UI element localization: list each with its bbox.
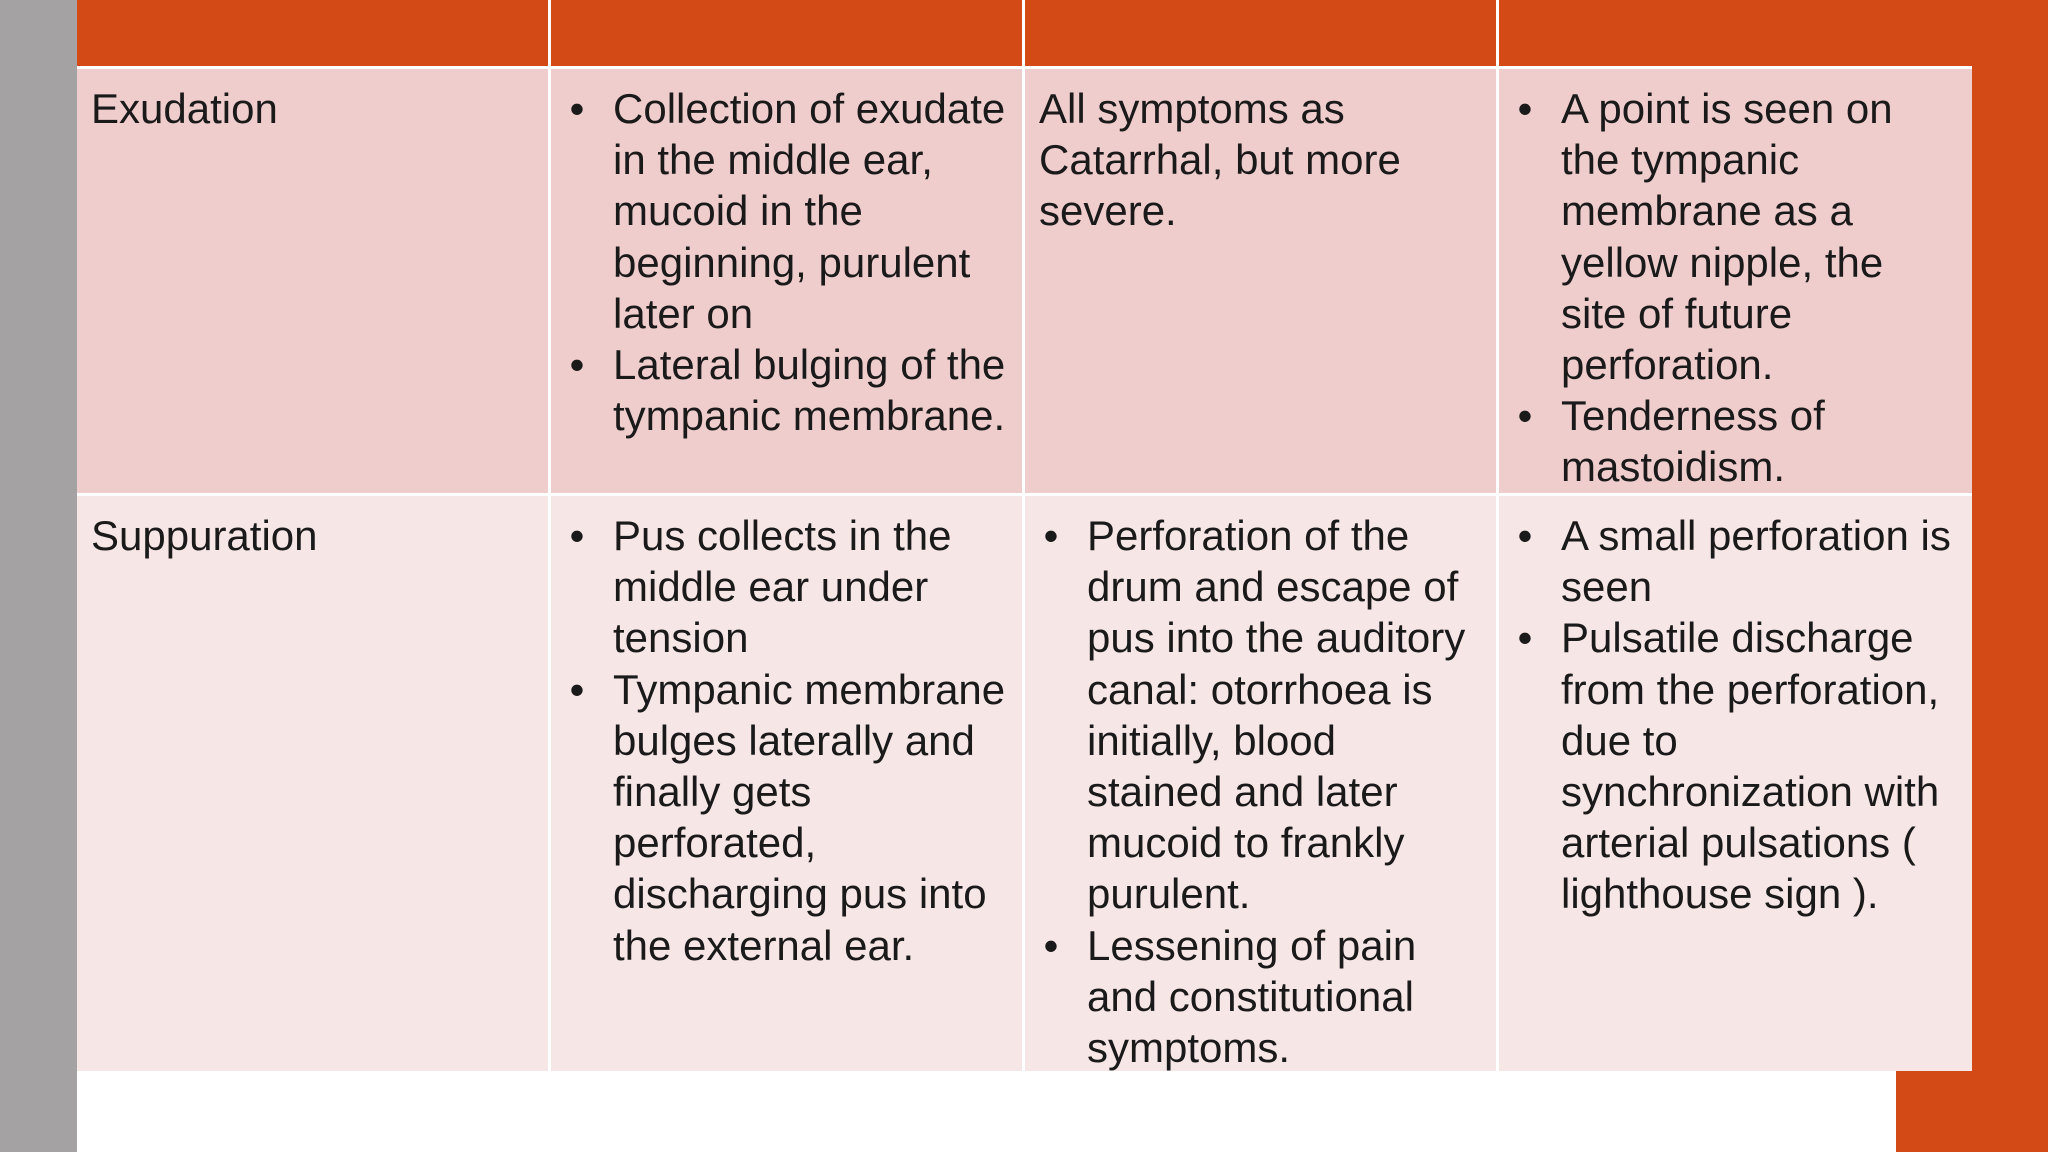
pathology-cell (551, 69, 1025, 493)
stages-table (77, 0, 1972, 1071)
table-row (77, 496, 1972, 1071)
header-cell (1499, 0, 1972, 66)
list-item: • Lateral bulging of the tympanic membrane. (565, 339, 1008, 441)
list-item: • Collection of exudate in the middle ear, mucoid in the beginning, purulent later on (565, 83, 1008, 339)
signs-list (1513, 83, 1958, 493)
stage-cell (77, 69, 551, 493)
symptoms-cell (1025, 69, 1499, 493)
list-item: • Pus collects in the middle ear under tension (565, 510, 1008, 664)
header-cell (1025, 0, 1499, 66)
symptoms-text: All symptoms as Catarrhal, but more severe. (1039, 85, 1401, 235)
stage-label: Suppuration (91, 512, 318, 559)
list-item: • A point is seen on the tympanic membrane as a yellow nipple, the site of future perforation. (1513, 83, 1958, 390)
pathology-list (565, 83, 1008, 441)
signs-cell (1499, 69, 1972, 493)
stage-cell (77, 496, 551, 1071)
header-cell (551, 0, 1025, 66)
symptoms-list (1039, 510, 1482, 1073)
list-item: • Pulsatile discharge from the perforation, due to synchronization with arterial pulsations ( lighthouse sign ). (1513, 612, 1958, 919)
pathology-cell (551, 496, 1025, 1071)
table-header-row (77, 0, 1972, 69)
list-item: • Tympanic membrane bulges laterally and finally gets perforated, discharging pus into the external ear. (565, 664, 1008, 971)
list-item: • Lessening of pain and constitutional symptoms. (1039, 920, 1482, 1074)
pathology-list (565, 510, 1008, 971)
list-item: • A small perforation is seen (1513, 510, 1958, 612)
list-item: • Perforation of the drum and escape of pus into the auditory canal: otorrhoea is initially, blood stained and later mucoid to frankly purulent. (1039, 510, 1482, 920)
list-item: • Tenderness of mastoidism. (1513, 390, 1958, 492)
stage-label: Exudation (91, 85, 278, 132)
left-decor-bar (0, 0, 77, 1152)
header-cell (77, 0, 551, 66)
signs-cell (1499, 496, 1972, 1071)
table-row (77, 69, 1972, 496)
signs-list (1513, 510, 1958, 920)
symptoms-cell (1025, 496, 1499, 1071)
